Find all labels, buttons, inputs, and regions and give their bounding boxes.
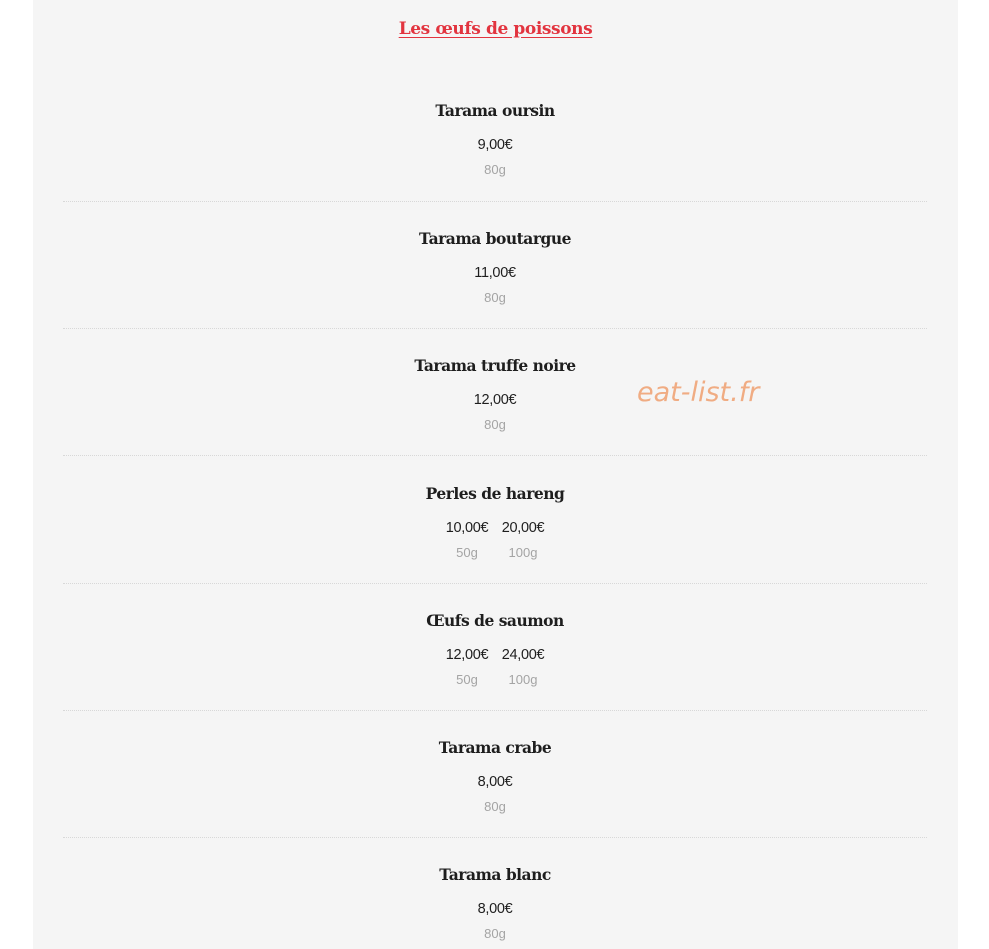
item-weight: 80g xyxy=(484,799,506,814)
item-price: 12,00€ xyxy=(473,392,517,408)
item-weight: 80g xyxy=(484,417,506,432)
item-divider xyxy=(63,328,927,329)
menu-item xyxy=(63,229,927,356)
price-option xyxy=(471,391,519,433)
item-name: Tarama boutargue xyxy=(419,229,571,248)
price-option xyxy=(471,773,519,815)
item-divider xyxy=(63,455,927,456)
price-option xyxy=(443,519,491,561)
item-prices xyxy=(63,264,927,306)
item-name: Tarama oursin xyxy=(435,101,555,120)
menu-item xyxy=(63,484,927,611)
item-prices xyxy=(63,646,927,688)
item-divider xyxy=(63,201,927,202)
item-weight: 100g xyxy=(508,672,538,687)
price-option xyxy=(443,646,491,688)
item-price: 10,00€ xyxy=(445,520,489,536)
item-divider xyxy=(63,583,927,584)
menu-item xyxy=(63,611,927,738)
menu-item xyxy=(63,101,927,228)
item-price: 8,00€ xyxy=(477,774,513,790)
item-name: Perles de hareng xyxy=(425,484,565,503)
price-option xyxy=(499,519,547,561)
item-name: Tarama blanc xyxy=(439,865,551,884)
item-price: 24,00€ xyxy=(501,647,545,663)
menu-item xyxy=(63,356,927,483)
price-option xyxy=(499,646,547,688)
item-weight: 100g xyxy=(508,545,538,560)
item-price: 11,00€ xyxy=(474,265,516,281)
item-prices xyxy=(63,900,927,942)
item-name: Tarama crabe xyxy=(438,738,552,757)
item-weight: 80g xyxy=(484,926,506,941)
item-divider xyxy=(63,837,927,838)
menu-item xyxy=(63,738,927,865)
item-weight: 80g xyxy=(484,162,506,177)
item-name: Tarama truffe noire xyxy=(414,356,576,375)
item-name: Œufs de saumon xyxy=(426,611,564,630)
item-prices xyxy=(63,391,927,433)
price-option xyxy=(471,900,519,942)
item-price: 12,00€ xyxy=(445,647,489,663)
menu-page xyxy=(33,0,958,949)
item-weight: 80g xyxy=(484,290,506,305)
item-prices xyxy=(63,136,927,178)
price-option xyxy=(471,136,519,178)
item-prices xyxy=(63,519,927,561)
price-option xyxy=(471,264,519,306)
item-price: 9,00€ xyxy=(477,137,513,153)
item-price: 20,00€ xyxy=(501,520,545,536)
item-price: 8,00€ xyxy=(477,901,513,917)
watermark-text: eat-list.fr xyxy=(637,377,760,408)
item-divider xyxy=(63,710,927,711)
item-weight: 50g xyxy=(456,545,478,560)
item-weight: 50g xyxy=(456,672,478,687)
menu-item xyxy=(63,865,927,949)
section-title[interactable]: Les œufs de poissons xyxy=(398,19,593,39)
item-prices xyxy=(63,773,927,815)
